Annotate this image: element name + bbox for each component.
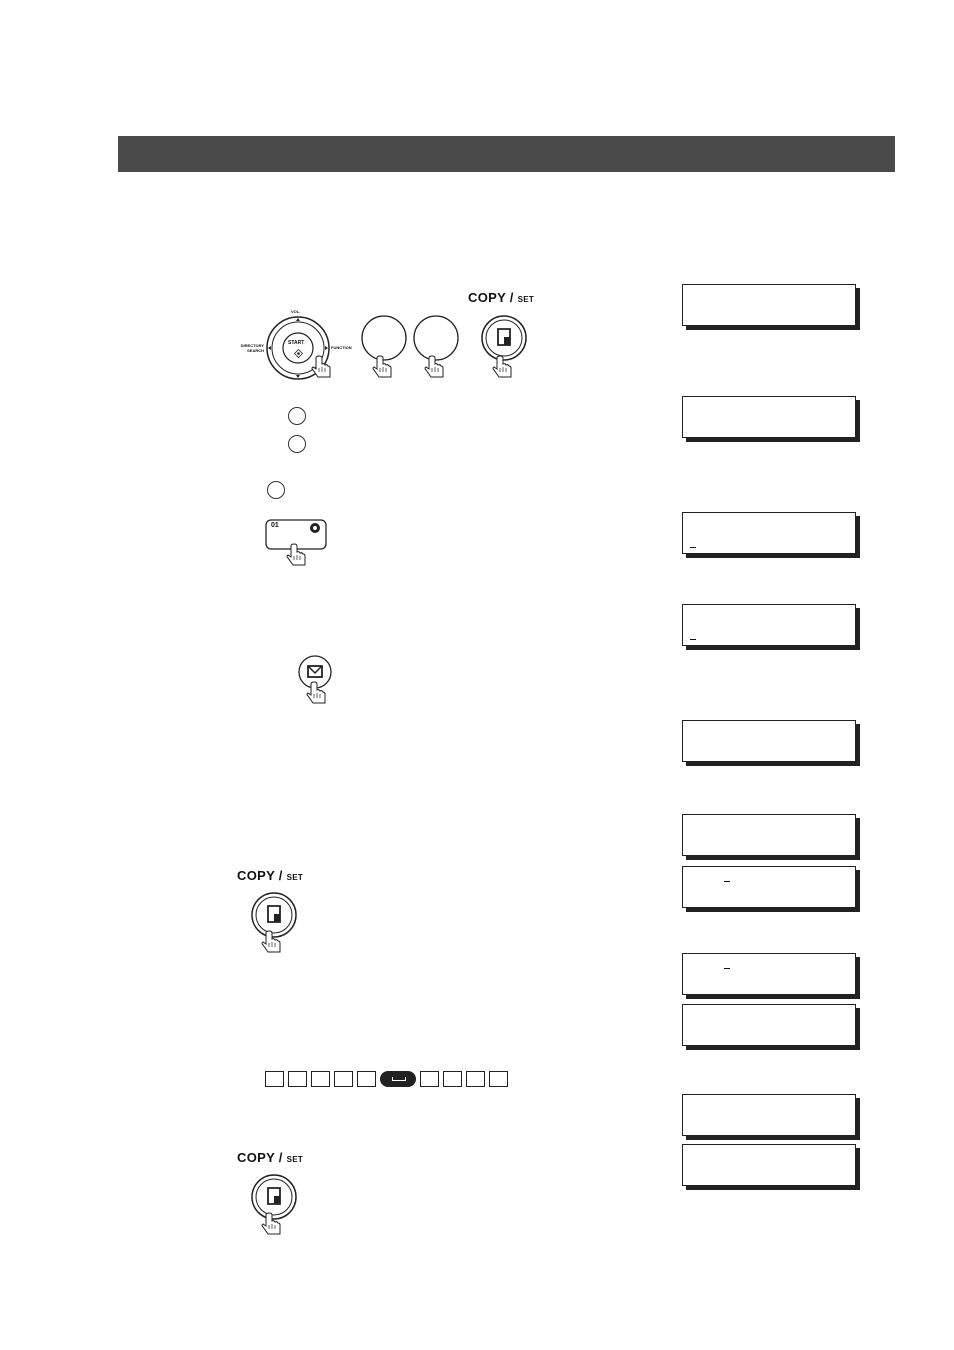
lcd-display-6 (682, 814, 856, 856)
small-key-a[interactable] (288, 407, 306, 425)
char-key-2[interactable] (288, 1071, 307, 1087)
char-key-6[interactable] (420, 1071, 439, 1087)
directory-search-label: DIRECTORY SEARCH (240, 343, 264, 353)
lcd-display-7 (682, 866, 856, 908)
pointing-hand-icon (310, 356, 336, 382)
copy-set-label: COPY / SET (237, 1150, 304, 1165)
copy-set-label: COPY / SET (468, 290, 535, 305)
vol-label: VOL. (291, 309, 301, 314)
char-key-4[interactable] (334, 1071, 353, 1087)
char-key-9[interactable] (489, 1071, 508, 1087)
one-touch-number: 01 (271, 522, 279, 529)
pointing-hand-icon (423, 356, 449, 382)
char-key-1[interactable] (265, 1071, 284, 1087)
function-label: FUNCTION (331, 345, 352, 350)
lcd-display-5 (682, 720, 856, 762)
pointing-hand-icon (285, 544, 311, 570)
char-key-7[interactable] (443, 1071, 462, 1087)
round-key-2[interactable] (413, 315, 459, 361)
lcd-display-10 (682, 1094, 856, 1136)
lcd-cursor (724, 881, 730, 882)
section-header-bar (118, 136, 895, 172)
copy-set-button[interactable] (481, 315, 527, 361)
pointing-hand-icon (260, 1213, 286, 1239)
round-key-1[interactable] (361, 315, 407, 361)
lcd-cursor (724, 968, 730, 969)
lcd-display-8 (682, 953, 856, 995)
pointing-hand-icon (371, 356, 397, 382)
lcd-display-3 (682, 512, 856, 554)
lcd-display-1 (682, 284, 856, 326)
diamond-start-icon (294, 349, 303, 358)
copy-set-label: COPY / SET (237, 868, 304, 883)
lcd-cursor (690, 639, 696, 640)
pointing-hand-icon (305, 682, 331, 708)
char-key-5[interactable] (357, 1071, 376, 1087)
pointing-hand-icon (260, 931, 286, 957)
lcd-display-4 (682, 604, 856, 646)
lcd-display-9 (682, 1004, 856, 1046)
pointing-hand-icon (491, 356, 517, 382)
start-label: START (288, 340, 305, 346)
char-key-3[interactable] (311, 1071, 330, 1087)
lcd-display-11 (682, 1144, 856, 1186)
lcd-cursor (690, 547, 696, 548)
small-key-c[interactable] (267, 481, 285, 499)
space-key[interactable] (380, 1071, 416, 1087)
char-key-8[interactable] (466, 1071, 485, 1087)
lcd-display-2 (682, 396, 856, 438)
small-key-b[interactable] (288, 435, 306, 453)
